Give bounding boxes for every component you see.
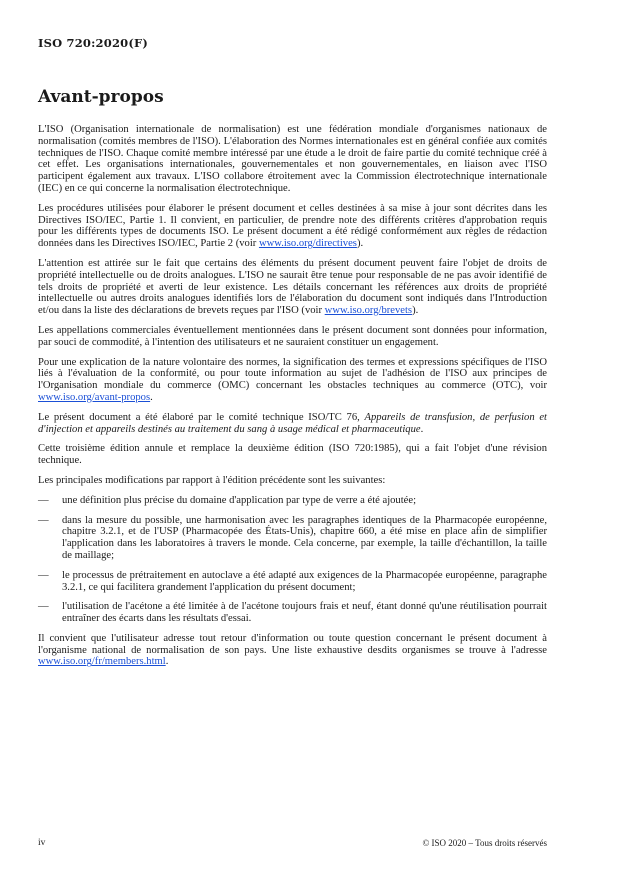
paragraph-text: ). [356,238,364,250]
document-id: ISO 720:2020(F) [38,36,149,50]
section-title: Avant-propos [38,87,164,107]
list-item-text: l'utilisation de l'acétone a été limitée à de l'acétone toujours frais et neuf, étant donné qu'une réutilisation pourrait entraîner des écarts dans les résultats d'essai. [62,601,547,625]
paragraph-committee [38,412,547,436]
paragraph-voluntary-standards [38,357,547,404]
dash-bullet: — [38,569,49,581]
paragraph-text: . [420,423,424,435]
members-link[interactable]: www.iso.org/fr/members.html [38,656,166,668]
paragraph-edition [38,443,547,467]
paragraph-text: Il convient que l'utilisateur adresse tout retour d'information ou toute question concernant le présent document à l'organisme national de normalisation de son pays. Une liste exhaustive desdits organismes se trouve à l'adresse [38,632,547,656]
paragraph-iso-intro [38,124,547,195]
paragraph-changes-intro [38,475,547,487]
dash-bullet: — [38,494,49,506]
paragraph-text: . [150,391,153,403]
list-item [38,601,547,625]
patents-link[interactable]: www.iso.org/brevets [324,305,413,317]
dash-bullet: — [38,514,49,526]
paragraph-text: Le présent document a été élaboré par le comité technique ISO/TC 76, [38,411,365,423]
paragraph-text: Cette troisième édition annule et remplace la deuxième édition (ISO 720:1985), qui a fait l'objet d'une révision technique. [38,443,547,467]
directives-link[interactable]: www.iso.org/directives [258,238,357,250]
copyright-notice: © ISO 2020 – Tous droits réservés [422,838,547,848]
list-item-text: le processus de prétraitement en autoclave a été adapté aux exigences de la Pharmacopée européenne, paragraphe 3.2.1, ce qui facilitera grandement l'application du présent document; [62,569,547,593]
foreword-link[interactable]: www.iso.org/avant-propos [38,391,151,403]
paragraph-text: Les principales modifications par rapport à l'édition précédente sont les suivantes: [38,474,386,486]
list-item [38,570,547,594]
list-item [38,515,547,562]
list-item-text: une définition plus précise du domaine d'application par type de verre a été ajoutée; [62,494,417,506]
paragraph-text: ). [412,305,419,317]
committee-title: Appareils de transfusion, de perfusion et d'injection et appareils destinés au traitement du sang à usage médical et pharmaceutique [38,411,547,435]
changes-list [38,495,547,625]
paragraph-procedures [38,203,547,250]
paragraph-text: Les appellations commerciales éventuellement mentionnées dans le présent document sont données pour information, par souci de commodité, à l'intention des utilisateurs et ne sauraient constituer un engagement. [38,324,547,348]
foreword-body [38,124,547,676]
paragraph-trade-names [38,325,547,349]
paragraph-text: L'attention est attirée sur le fait que certains des éléments du présent document peuvent faire l'objet de droits de propriété intellectuelle ou de droits analogues. L'ISO ne saurait être tenue pour responsable de ne pas avoir identifié de tels droits de propriété et averti de leur existence. Les détails concernant les références aux droits de propriété intellectuelle ou autres droits analogues identifiés lors de l'élaboration du document sont indiqués dans l'Introduction et/ou dans la liste des déclarations de brevets reçues par l'ISO (voir [38,257,547,317]
paragraph-text: Les procédures utilisées pour élaborer le présent document et celles destinées à sa mise à jour sont décrites dans les Directives ISO/IEC, Partie 1. Il convient, en particulier, de prendre note des différents critères d'approbation requis pour les différents types de documents ISO. Le présent document a été rédigé conformément aux règles de rédaction données dans les Directives ISO/IEC, Partie 2 (voir [38,202,547,250]
paragraph-text: L'ISO (Organisation internationale de normalisation) est une fédération mondiale d'organismes nationaux de normalisation (comités membres de l'ISO). L'élaboration des Normes internationales est en général confiée aux comités techniques de l'ISO. Chaque comité membre intéressé par une étude a le droit de faire partie du comité technique créé à cet effet. Les organisations internationales, gouvernementales et non gouvernementales, en liaison avec l'ISO participent également aux travaux. L'ISO collabore étroitement avec la Commission électrotechnique internationale (IEC) en ce qui concerne la normalisation électrotechnique. [38,124,547,194]
list-item-text: dans la mesure du possible, une harmonisation avec les paragraphes identiques de la Pharmacopée européenne, chapitre 3.2.1, et de l'USP (Pharmacopée des États-Unis), chapitre 660, a été mise en place afin de simplifier l'application dans les laboratoires à travers le monde. Cela concerne, par exemple, la taille d'échantillon, la taille de maillage; [62,514,547,561]
paragraph-text: Pour une explication de la nature volontaire des normes, la signification des termes et expressions spécifiques de l'ISO liés à l'évaluation de la conformité, ou pour toute information au sujet de l'adhésion de l'ISO aux principes de l'Organisation mondiale du commerce (OMC) concernant les obstacles techniques au commerce (OTC), voir [38,356,547,392]
page-number: iv [38,838,46,848]
dash-bullet: — [38,601,49,613]
list-item [38,495,547,507]
paragraph-text: . [165,656,169,668]
paragraph-feedback [38,633,547,668]
paragraph-patents [38,258,547,317]
